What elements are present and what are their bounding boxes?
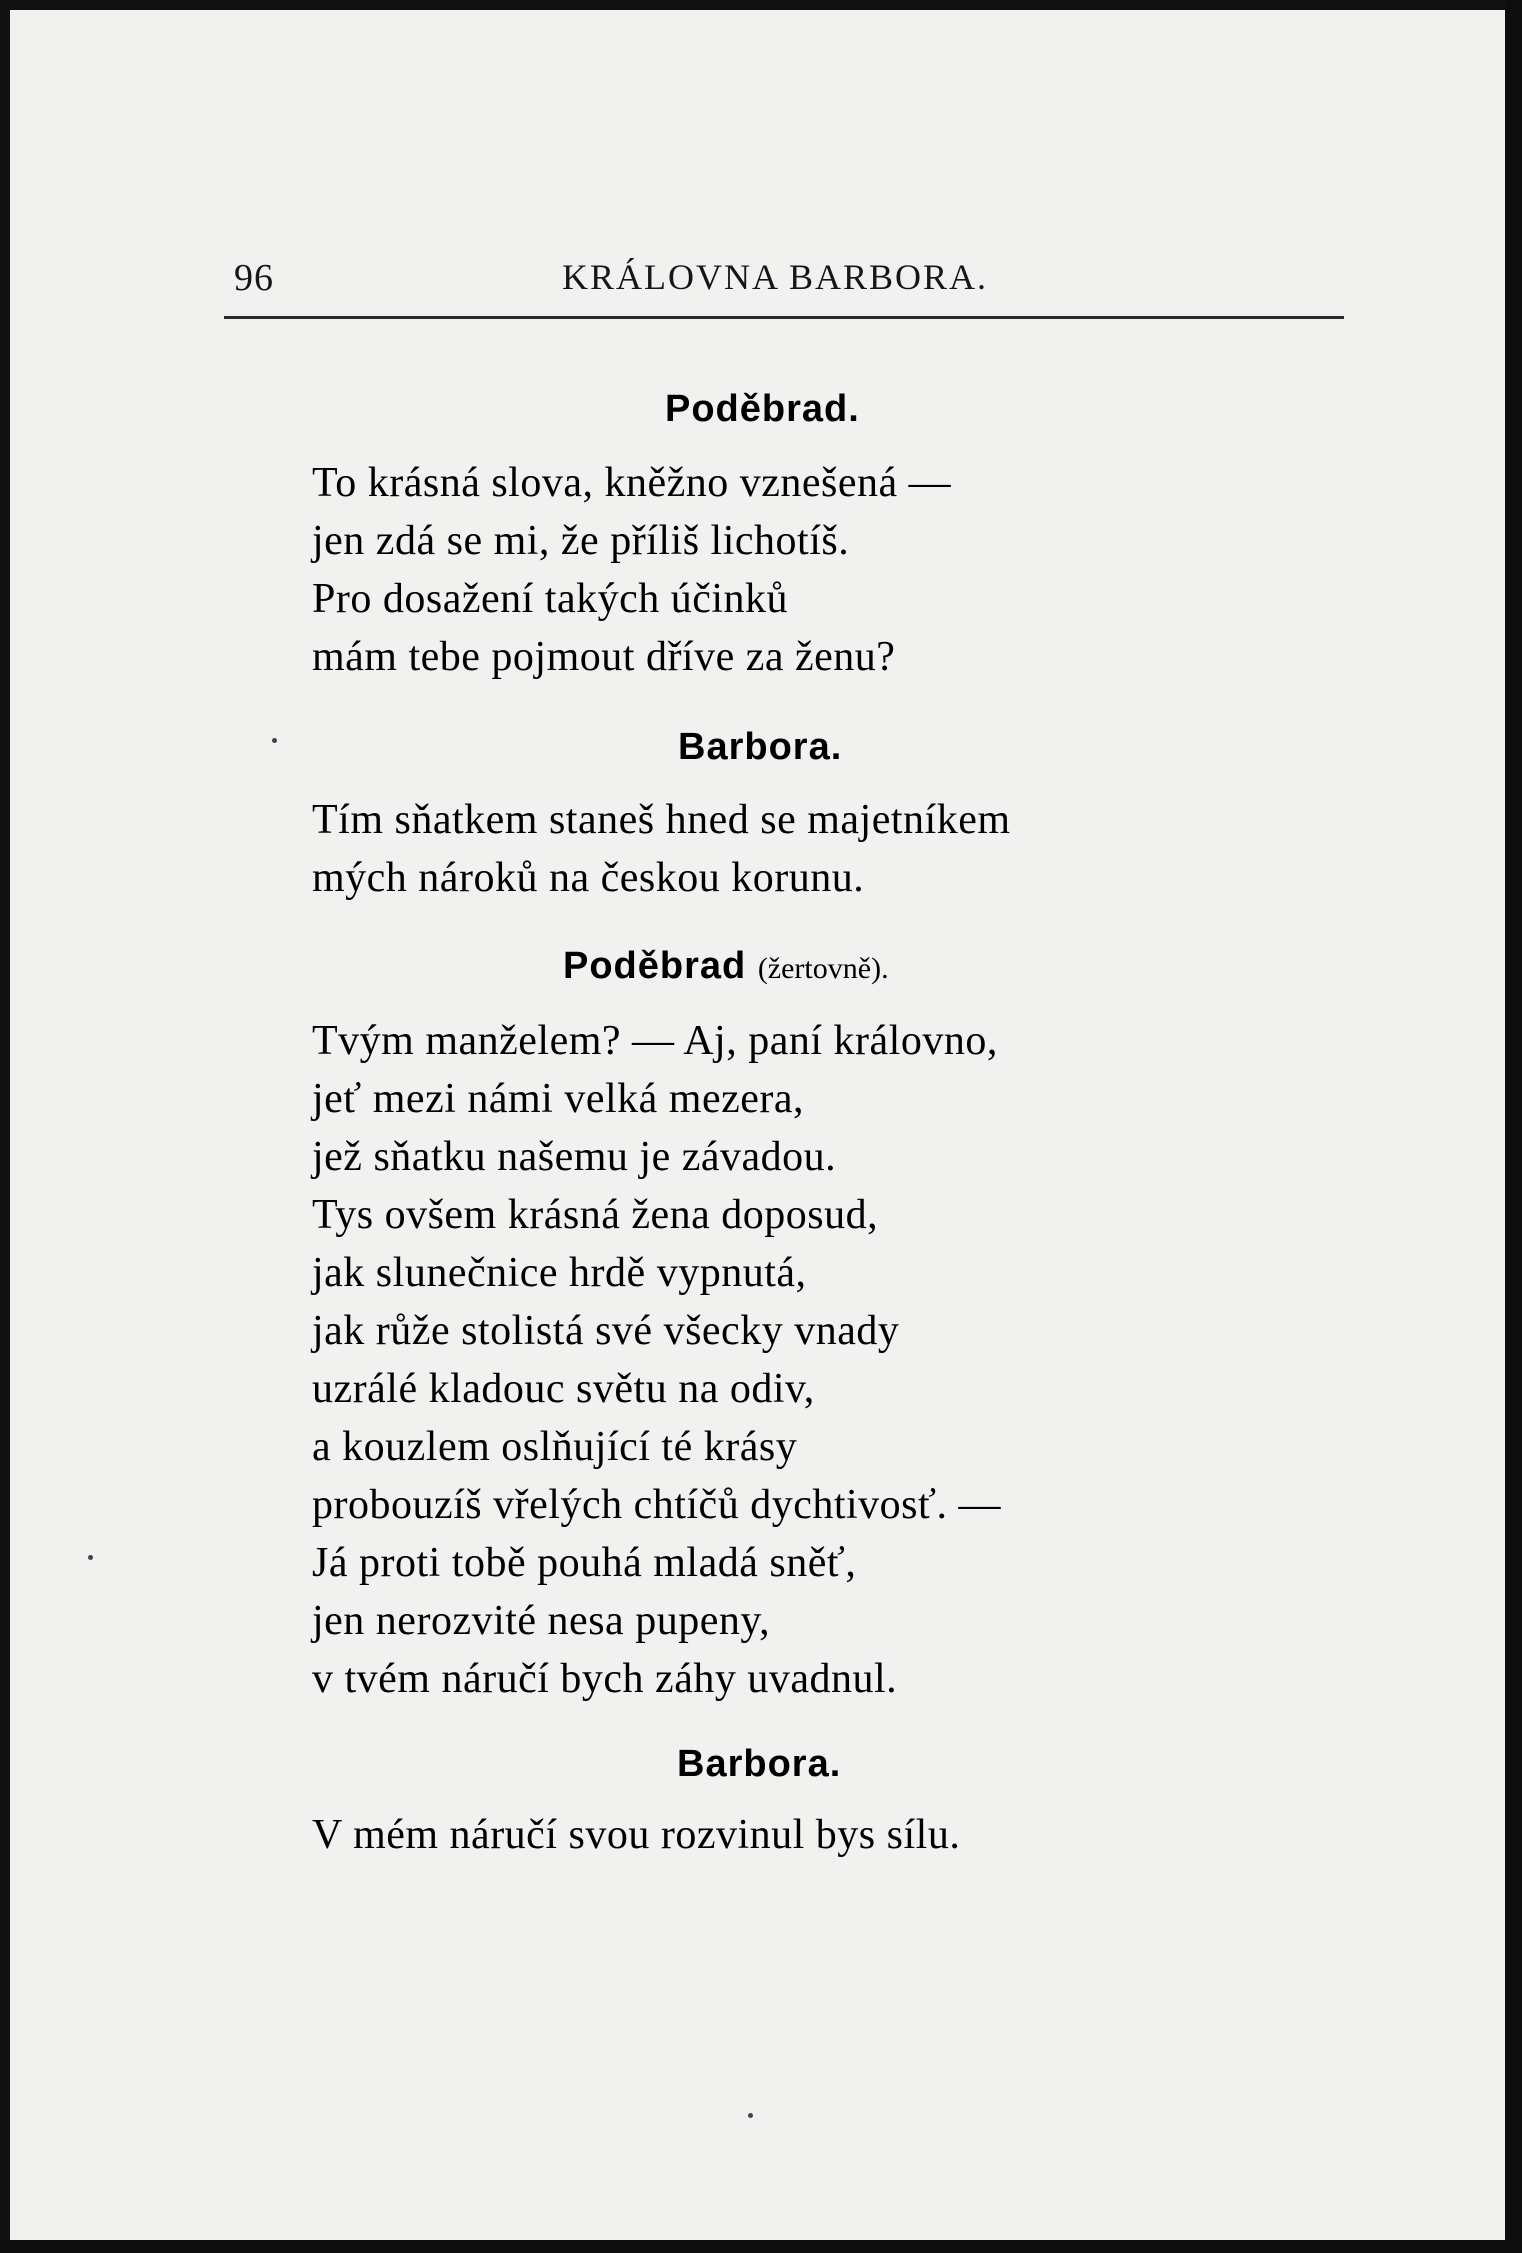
- verse-line: jak růže stolistá své všecky vnady: [312, 1308, 900, 1354]
- verse-line: Tvým manželem? — Aj, paní královno,: [312, 1018, 998, 1064]
- verse-line: jak slunečnice hrdě vypnutá,: [312, 1250, 807, 1296]
- verse-line: jen zdá se mi, že příliš lichotíš.: [312, 518, 850, 564]
- verse-line: probouzíš vřelých chtíčů dychtivosť. —: [312, 1482, 1001, 1528]
- verse-line: jež sňatku našemu je závadou.: [312, 1134, 837, 1180]
- stage-direction: (žertovně).: [757, 952, 889, 985]
- speaker-label: Poděbrad.: [665, 388, 860, 430]
- verse-line: Tys ovšem krásná žena doposud,: [312, 1192, 879, 1238]
- verse-line: jen nerozvité nesa pupeny,: [312, 1598, 771, 1644]
- running-title: KRÁLOVNA BARBORA.: [562, 257, 989, 297]
- speaker-name: [665, 388, 860, 431]
- verse-line: V mém náručí svou rozvinul bys sílu.: [312, 1812, 961, 1858]
- speaker-label: Barbora.: [678, 726, 843, 768]
- scan-edge-bottom: [0, 2240, 1522, 2253]
- paper-speck: [88, 1555, 93, 1560]
- header-rule: [224, 316, 1344, 319]
- verse-line: To krásná slova, kněžno vznešená —: [312, 460, 952, 506]
- scan-edge-right: [1505, 0, 1522, 2253]
- verse-line: uzrálé kladouc světu na odiv,: [312, 1366, 815, 1412]
- verse-line: Tím sňatkem staneš hned se majetníkem: [312, 797, 1011, 843]
- verse-block: [312, 1806, 960, 1864]
- verse-line: Pro dosažení takých účinků: [312, 576, 789, 622]
- page-number: 96: [234, 257, 274, 299]
- verse-block: [312, 1012, 1001, 1708]
- page-header: [222, 256, 1352, 304]
- speaker-name: [678, 726, 842, 769]
- speaker-name: [677, 1743, 841, 1786]
- verse-line: mám tebe pojmout dříve za ženu?: [312, 634, 896, 680]
- paper-speck: [748, 2113, 753, 2118]
- verse-block: [312, 454, 951, 686]
- speaker-label: Barbora.: [677, 1743, 842, 1785]
- speaker-label: Poděbrad: [563, 945, 747, 987]
- verse-line: Já proti tobě pouhá mladá sněť,: [312, 1540, 857, 1586]
- speaker-name: [563, 945, 889, 988]
- verse-line: jeť mezi námi velká mezera,: [312, 1076, 805, 1122]
- paper-speck: [272, 738, 277, 743]
- verse-line: v tvém náručí bych záhy uvadnul.: [312, 1656, 898, 1702]
- verse-line: mých nároků na českou korunu.: [312, 855, 865, 901]
- verse-line: a kouzlem oslňující té krásy: [312, 1424, 798, 1470]
- verse-block: [312, 791, 1011, 907]
